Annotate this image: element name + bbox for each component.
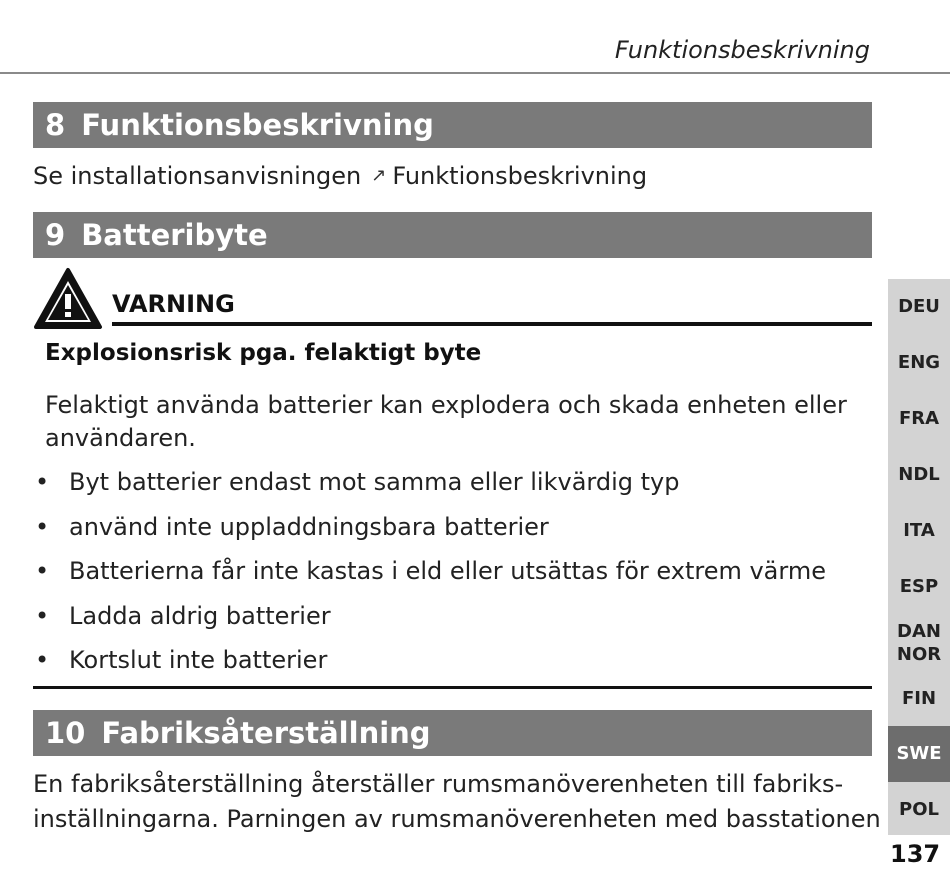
language-tab-eng[interactable]: ENG <box>897 352 941 373</box>
warning-underline <box>112 322 872 326</box>
warning-end-rule <box>33 686 872 689</box>
warning-paragraph <box>45 389 847 455</box>
language-tab-ita[interactable]: ITA <box>903 520 935 541</box>
section-heading-8 <box>33 102 872 148</box>
list-item <box>33 555 826 600</box>
language-tab-dan[interactable]: DAN <box>897 621 941 642</box>
section-number: 9 <box>45 218 66 252</box>
warning-paragraph-line: användaren. <box>45 424 196 452</box>
language-tab-ndl[interactable]: NDL <box>898 464 940 485</box>
section-heading-9 <box>33 212 872 258</box>
section10-paragraph <box>33 767 881 837</box>
language-tab-fin[interactable]: FIN <box>901 688 937 709</box>
section10-line: inställningarna. Parningen av rumsmanöverenheten med basstationen <box>33 805 881 833</box>
page-number: 137 <box>890 840 941 868</box>
language-tab-pol[interactable]: POL <box>899 799 939 820</box>
bullet-icon: • <box>35 601 50 630</box>
list-item-text: Kortslut inte batterier <box>69 646 328 674</box>
section-title: Fabriksåterställning <box>101 716 431 750</box>
warning-bullet-list <box>33 466 826 689</box>
list-item-text: använd inte uppladdningsbara batterier <box>69 512 549 541</box>
warning-subtitle: Explosionsrisk pga. felaktigt byte <box>45 340 482 366</box>
section-heading-10 <box>33 710 872 756</box>
cross-reference-link[interactable]: Funktionsbeskrivning <box>392 162 648 190</box>
section-number: 10 <box>45 716 86 750</box>
bullet-icon: • <box>35 468 50 496</box>
running-header: Funktionsbeskrivning <box>614 36 870 64</box>
bullet-icon: • <box>35 512 50 541</box>
warning-triangle-icon <box>33 267 103 330</box>
language-tab-fra[interactable]: FRA <box>898 408 940 429</box>
warning-label: VARNING <box>112 290 235 318</box>
section-number: 8 <box>45 108 66 142</box>
language-tab-esp[interactable]: ESP <box>899 576 939 597</box>
list-item <box>33 511 826 556</box>
list-item-text: Ladda aldrig batterier <box>69 601 331 630</box>
section8-text: Se installationsanvisningen <box>33 162 362 190</box>
bullet-icon: • <box>35 646 50 674</box>
section10-line: En fabriksåterställning återställer rumsmanöverenheten till fabriks- <box>33 770 844 798</box>
header-rule <box>0 72 950 74</box>
list-item <box>33 600 826 645</box>
list-item-text: Byt batterier endast mot samma eller likvärdig typ <box>69 468 680 496</box>
reference-arrow-icon: ↗ <box>371 165 387 186</box>
warning-paragraph-line: Felaktigt använda batterier kan explodera och skada enheten eller <box>45 391 847 419</box>
list-item <box>33 644 826 689</box>
section8-paragraph <box>33 160 647 195</box>
list-item-text: Batterierna får inte kastas i eld eller utsättas för extrem värme <box>69 557 826 585</box>
language-tab-deu[interactable]: DEU <box>898 296 940 317</box>
section-title: Funktionsbeskrivning <box>81 108 434 142</box>
bullet-icon: • <box>35 557 50 585</box>
section-title: Batteribyte <box>81 218 268 252</box>
list-item <box>33 466 826 511</box>
language-tab-swe[interactable]: SWE <box>888 726 950 782</box>
language-tab-nor[interactable]: NOR <box>896 644 942 665</box>
